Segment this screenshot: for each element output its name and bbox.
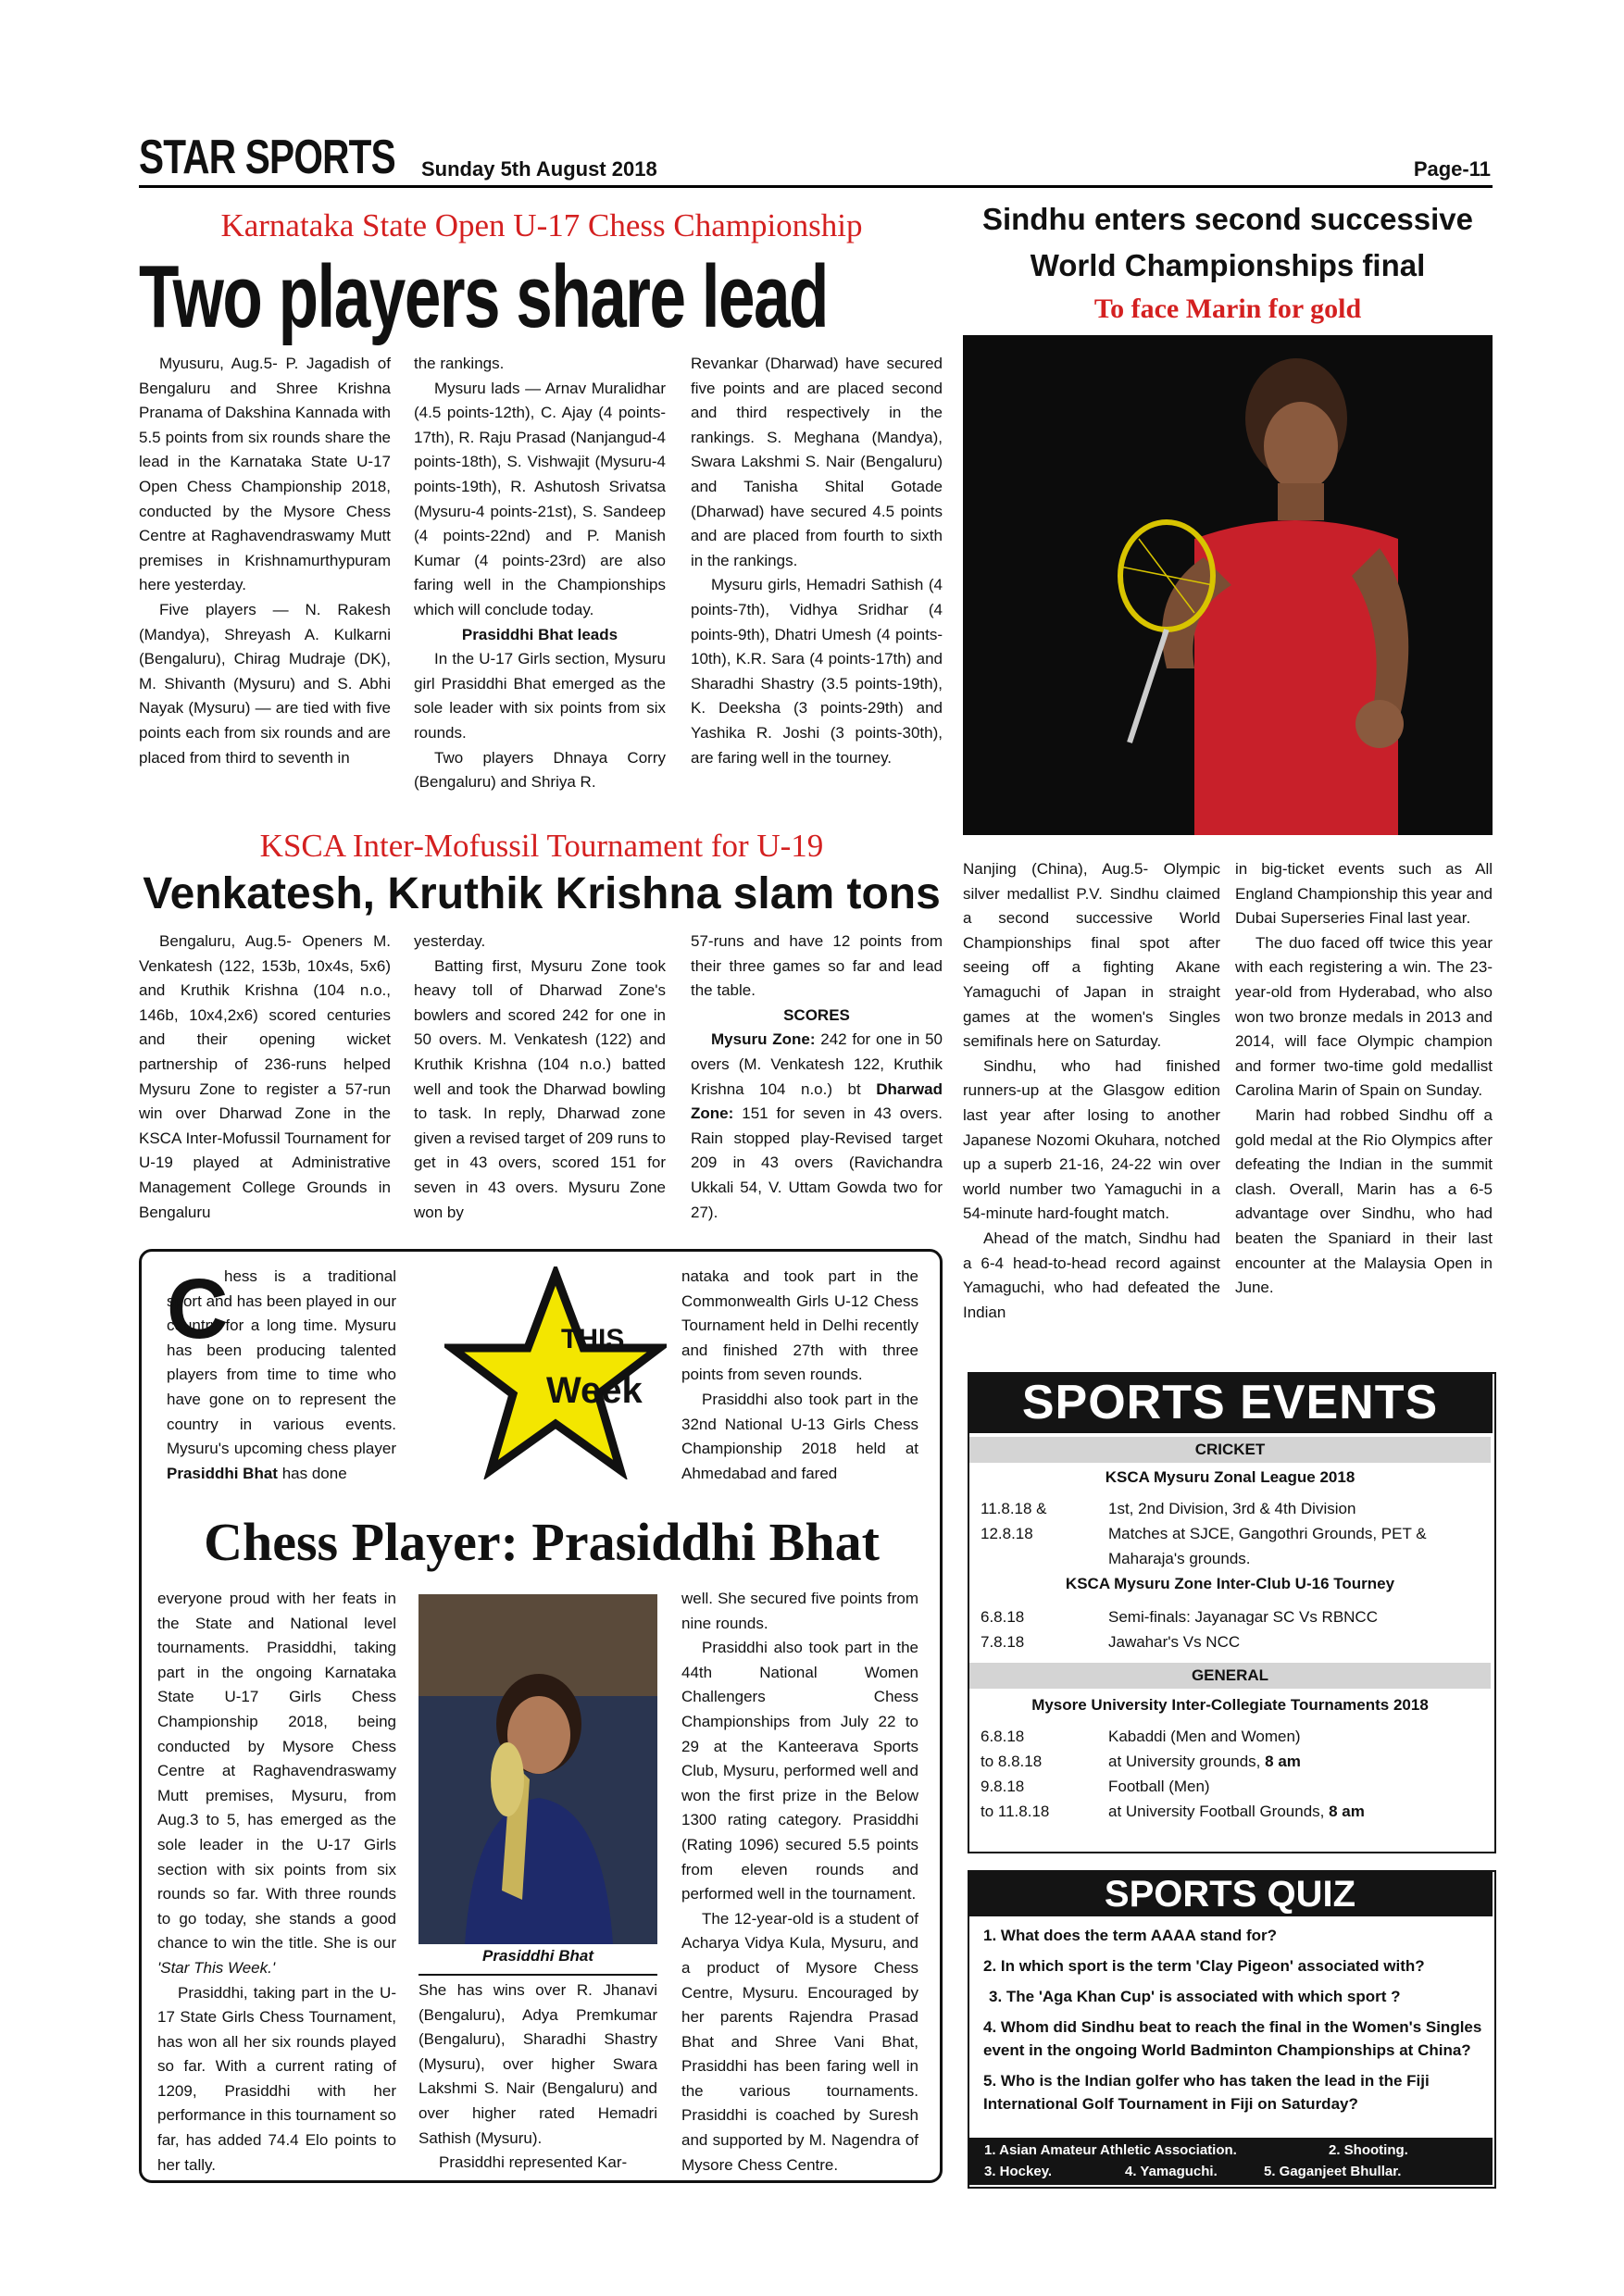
photo-caption: Prasiddhi Bhat xyxy=(482,1947,593,1965)
event-detail xyxy=(1108,1753,1301,1771)
caption-rule xyxy=(418,1974,657,1976)
paragraph: Five players — N. Rakesh (Mandya), Shreyash A. Kulkarni (Bengaluru), Chirag Mudraje (DK), M. Shivanth (Mysuru) and S. Abhi Nayak (Mysuru) — are tied with five points each from six rounds and are placed from third to seventh in xyxy=(139,600,391,767)
paragraph: Batting first, Mysuru Zone took heavy toll of Dharwad Zone's bowlers and scored 242 for one in 50 overs. M. Venkatesh (122) and Kruthik Krishna (104 n.o.) batted well and took the Dharwad bowling to task. In reply, Dharwad zone given a revised target of 209 runs to get in 43 overs, scored 151 for seven in 43 overs. Mysuru Zone won by xyxy=(414,956,666,1221)
general-heading: GENERAL xyxy=(969,1663,1491,1689)
badge-week: Week xyxy=(546,1370,643,1411)
paragraph xyxy=(167,1262,396,1486)
ksca-headline: Venkatesh, Kruthik Krishna slam tons xyxy=(143,869,941,918)
paragraph: Revankar (Dharwad) have secured five points and are placed second and third respectively in the rankings. S. Meghana (Mandya), Swara Lakshmi S. Nair (Bengaluru) and Tanisha Shital Gotade (Dharwad) have secured 4.5 points and are placed from fourth to sixth in the rankings. xyxy=(691,355,943,569)
event-time: 8 am xyxy=(1329,1803,1365,1820)
paragraph-text: everyone proud with her feats in the State and National level tournaments. Prasiddhi, taking part in the ongoing Karnataka State U-17 Girls Chess Championship 2018, being conducted by Mysore Chess Centre at Raghavendraswamy Mutt premises, Mysuru, from Aug.3 to 5, has emerged as the sole leader in the U-17 Girls section with six points from six rounds so far. With three rounds to go today, she stands a good chance to win the title. She is our xyxy=(157,1590,396,1953)
star-col-3-top xyxy=(681,1265,918,1486)
paragraph: yesterday. xyxy=(414,932,486,950)
answer: 3. Hockey. xyxy=(984,2164,1053,2179)
chess-kicker: Karnataka State Open U-17 Chess Championship xyxy=(220,207,863,243)
sindhu-kicker: To face Marin for gold xyxy=(1093,293,1362,324)
league-title: KSCA Mysuru Zonal League 2018 xyxy=(1105,1468,1355,1486)
paragraph: Prasiddhi also took part in the 32nd National U-13 Girls Chess Championship 2018 held at Ahmedabad and fared xyxy=(681,1390,918,1482)
chess-col-1 xyxy=(139,352,391,770)
scores-paragraph xyxy=(691,1028,943,1225)
prasiddhi-photo-graphic xyxy=(418,1594,657,1944)
event-detail xyxy=(1108,1803,1365,1821)
cricket-heading: CRICKET xyxy=(969,1437,1491,1463)
event-time: 8 am xyxy=(1265,1753,1301,1770)
event-text: at University Football Grounds, xyxy=(1108,1803,1330,1820)
sindhu-col-1 xyxy=(963,857,1220,1325)
paragraph xyxy=(157,1587,396,1981)
event-detail: Jawahar's Vs NCC xyxy=(1108,1633,1241,1651)
quiz-question: 3. The 'Aga Khan Cup' is associated with which sport ? xyxy=(989,1988,1401,2005)
sindhu-headline-1: Sindhu enters second successive xyxy=(981,202,1474,236)
answer: 5. Gaganjeet Bhullar. xyxy=(1264,2164,1402,2179)
star-intro xyxy=(167,1262,396,1486)
paragraph: Prasiddhi also took part in the 44th National Women Challengers Chess Championships from July 22 to 29 at the Kanteerava Sports Club, Mysuru, performed well and won the first prize in the Below 1300 rating category. Prasiddhi (Rating 1096) secured 5.5 points from eleven rounds and performed well in the tournament. xyxy=(681,1639,918,1903)
quiz-question: 4. Whom did Sindhu beat to reach the final in the Women's Singles event in the ongoing World Badminton Championships at China? xyxy=(983,2018,1482,2059)
paragraph: The duo faced off twice this year with each registering a win. The 23-year-old from Hyderabad, who also won two bronze medals in 2013 and 2014, will face Olympic champion and former two-time gold medallist Carolina Marin of Spain on Sunday. xyxy=(1235,933,1493,1100)
sindhu-headline-2: World Championships final xyxy=(1030,248,1426,282)
league-title: Mysore University Inter-Collegiate Tournaments 2018 xyxy=(1031,1696,1429,1714)
event-date: to 11.8.18 xyxy=(981,1803,1050,1820)
ksca-col-2 xyxy=(414,930,666,1225)
event-date: 6.8.18 xyxy=(981,1728,1025,1745)
event-detail: Kabaddi (Men and Women) xyxy=(1108,1728,1301,1745)
sindhu-col-2 xyxy=(1235,857,1493,1301)
event-detail: Maharaja's grounds. xyxy=(1108,1550,1251,1567)
events-title: SPORTS EVENTS xyxy=(968,1372,1493,1433)
chess-col-2 xyxy=(414,352,666,795)
ksca-col-1 xyxy=(139,930,391,1225)
event-detail: Matches at SJCE, Gangothri Grounds, PET & xyxy=(1108,1525,1427,1542)
quiz-question: 5. Who is the Indian golfer who has taken the lead in the Fiji International Golf Tournament in Fiji on Saturday? xyxy=(983,2072,1430,2113)
drop-cap: C xyxy=(167,1262,229,1356)
paragraph: She has wins over R. Jhanavi (Bengaluru), Adya Premkumar (Bengaluru), Sharadhi Shastry (Mysuru), over higher Swara Lakshmi S. Nair (Bengaluru) and over higher rated Hemadri Sathish (Mysuru). xyxy=(418,1981,657,2147)
star-col-3-bottom xyxy=(681,1587,918,2177)
event-date: 9.8.18 xyxy=(981,1778,1025,1795)
subheading: Prasiddhi Bhat leads xyxy=(461,625,618,643)
paragraph: Ahead of the match, Sindhu had a 6-4 head-to-head record against Yamaguchi, who had defeated the Indian xyxy=(963,1229,1220,1321)
event-date: 11.8.18 & xyxy=(981,1500,1047,1517)
chess-col-3 xyxy=(691,352,943,770)
emphasis: 'Star This Week.' xyxy=(157,1958,276,1977)
event-date: 12.8.18 xyxy=(981,1525,1033,1542)
scores-heading: SCORES xyxy=(783,1005,850,1024)
star-headline: Chess Player: Prasiddhi Bhat xyxy=(204,1512,880,1572)
answer: 4. Yamaguchi. xyxy=(1125,2164,1218,2179)
event-detail: Football (Men) xyxy=(1108,1778,1210,1795)
score-text: 151 for seven in 43 overs. Rain stopped play-Revised target 209 in 43 overs (Ravichandra Ukkali 54, V. Uttam Gowda two for 27). xyxy=(691,1104,943,1221)
badge-this: THIS xyxy=(561,1324,625,1354)
paragraph: Sindhu, who had finished runners-up at the Glasgow edition last year after losing to another Japanese Nozomi Okuhara, notched up a superb 21-16, 24-22 win over world number two Yamaguchi in a 54-minute hard-fought match. xyxy=(963,1056,1220,1223)
paragraph: Myusuru, Aug.5- P. Jagadish of Bengaluru and Shree Krishna Pranama of Dakshina Kannada with 5.5 points from six rounds share the lead in the Karnataka State U-17 Open Chess Championship 2018, conducted by the Mysore Chess Centre at Raghavendraswamy Mutt premises in Krishnamurthypuram here yesterday. xyxy=(139,355,391,594)
event-date: 7.8.18 xyxy=(981,1633,1025,1651)
paragraph: well. She secured five points from nine rounds. xyxy=(681,1590,918,1632)
quiz-questions xyxy=(983,1924,1483,2115)
header-rule xyxy=(139,185,1493,188)
masthead: STAR SPORTS xyxy=(139,131,395,184)
chess-headline: Two players share lead xyxy=(139,247,828,346)
quiz-question: 2. In which sport is the term 'Clay Pigeon' associated with? xyxy=(983,1957,1425,1975)
quiz-question: 1. What does the term AAAA stand for? xyxy=(983,1927,1278,1944)
paragraph: Prasiddhi, taking part in the U-17 State Girls Chess Tournament, has won all her six rounds played so far. With a current rating of 1209, Prasiddhi with her performance in this tournament so far, has added 74.4 Elo points to her tally. xyxy=(157,1983,396,2174)
event-date: to 8.8.18 xyxy=(981,1753,1043,1770)
ksca-col-3 xyxy=(691,930,943,1225)
event-detail: Semi-finals: Jayanagar SC Vs RBNCC xyxy=(1108,1608,1378,1626)
intro-name: Prasiddhi Bhat xyxy=(167,1464,278,1482)
league-title: KSCA Mysuru Zone Inter-Club U-16 Tourney xyxy=(1065,1575,1395,1592)
quiz-title: SPORTS QUIZ xyxy=(968,1870,1493,1916)
issue-date: Sunday 5th August 2018 xyxy=(421,157,657,181)
star-col-2-bottom xyxy=(418,1978,657,2176)
paragraph: Marin had robbed Sindhu off a gold medal at the Rio Olympics after defeating the Indian in the summit clash. Overall, Marin has a 6-5 advantage over Sindhu, who had beaten the Spaniard in their last encounter at the Malaysia Open in June. xyxy=(1235,1105,1493,1297)
event-detail: 1st, 2nd Division, 3rd & 4th Division xyxy=(1108,1500,1356,1517)
sindhu-photo xyxy=(963,335,1493,835)
paragraph: Nanjing (China), Aug.5- Olympic silver medallist P.V. Sindhu claimed a second successive World Championships final spot after seeing off a fighting Akane Yamaguchi of Japan in straight games at the women's Singles semifinals here on Saturday. xyxy=(963,860,1220,1051)
paragraph: 57-runs and have 12 points from their three games so far and lead the table. xyxy=(691,932,943,1000)
answer: 2. Shooting. xyxy=(1329,2142,1408,2158)
paragraph: Two players Dhnaya Corry (Bengaluru) and Shriya R. xyxy=(414,748,666,792)
team-label: Dharwad Zone: xyxy=(691,1079,943,1123)
ksca-kicker: KSCA Inter-Mofussil Tournament for U-19 xyxy=(259,828,824,864)
team-label: Mysuru Zone: xyxy=(711,1030,816,1049)
score-text: 242 for one in 50 overs (M. Venkatesh 122, Kruthik Krishna 104 n.o.) bt xyxy=(691,1030,943,1098)
paragraph: In the U-17 Girls section, Mysuru girl Prasiddhi Bhat emerged as the sole leader with six points from six rounds. xyxy=(414,650,666,742)
prasiddhi-photo xyxy=(418,1594,657,1944)
paragraph: the rankings. xyxy=(414,355,505,372)
paragraph: Prasiddhi represented Kar- xyxy=(439,2153,628,2172)
events-table xyxy=(969,1433,1491,1848)
paragraph: Mysuru girls, Hemadri Sathish (4 points-7th), Vidhya Sridhar (4 points-9th), Dhatri Umesh (4 points-10th), K.R. Sara (4 points-17th) and Sharadhi Shastry (3.5 points-19th), K. Deeksha (3 points-29th) and Yashika R. Joshi (3 points-30th), are faring well in the tourney. xyxy=(691,576,943,767)
quiz-answers xyxy=(968,2138,1493,2185)
page-number: Page-11 xyxy=(1413,157,1491,181)
star-col-1-bottom xyxy=(157,1587,396,2177)
sindhu-photo-graphic xyxy=(963,335,1493,835)
event-text: at University grounds, xyxy=(1108,1753,1266,1770)
paragraph: nataka and took part in the Commonwealth Girls U-12 Chess Tournament held in Delhi recently and finished 27th with three points from seven rounds. xyxy=(681,1267,918,1384)
paragraph: Mysuru lads — Arnav Muralidhar (4.5 points-12th), C. Ajay (4 points-17th), R. Raju Prasad (Nanjangud-4 points-18th), S. Vishwajit (Mysuru-4 points-19th), R. Ashutosh Srivatsa (Mysuru-4 points-21st), S. Sandeep (4 points-22nd) and P. Manish Kumar (4 points-23rd) are also faring well in the Championships which will conclude today. xyxy=(414,379,666,618)
intro-text: hess is a traditional sport and has been played in our country for a long time. Mysuru has been producing talented players from time to time who have gone on to represent the country in various events. Mysuru's upcoming chess player xyxy=(167,1267,396,1458)
intro-end: has done xyxy=(277,1464,347,1482)
answer: 1. Asian Amateur Athletic Association. xyxy=(984,2142,1237,2158)
paragraph: The 12-year-old is a student of Acharya Vidya Kula, Mysuru, and a product of Mysore Chess Centre, Mysuru. Encouraged by her parents Rajendra Prasad Bhat and Shree Vani Bhat, Prasiddhi has been faring well in the various tournaments. Prasiddhi is coached by Suresh and supported by M. Nagendra of Mysore Chess Centre. xyxy=(681,1909,918,2174)
star-badge xyxy=(444,1267,667,1479)
event-date: 6.8.18 xyxy=(981,1608,1025,1626)
paragraph: in big-ticket events such as All England Championship this year and Dubai Superseries Final last year. xyxy=(1235,860,1493,928)
paragraph: Bengaluru, Aug.5- Openers M. Venkatesh (122, 153b, 10x4s, 5x6) and Kruthik Krishna (104 n.o., 146b, 10x4,2x6) scored centuries and their opening wicket partnership of 236-runs helped Mysuru Zone to register a 57-run win over Dharwad Zone in the KSCA Inter-Mofussil Tournament for U-19 played at Administrative Management College Grounds in Bengaluru xyxy=(139,932,391,1221)
